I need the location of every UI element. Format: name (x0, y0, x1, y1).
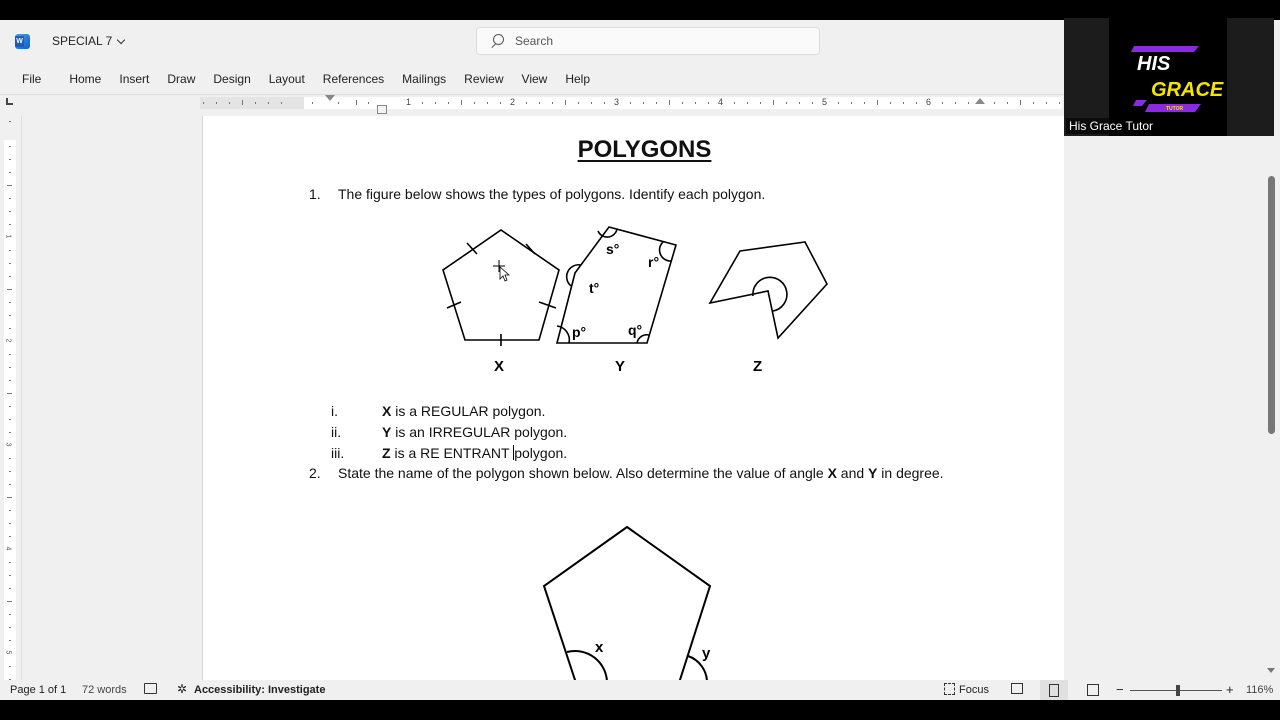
search-box[interactable] (476, 27, 820, 55)
angle-label-y: y (702, 645, 711, 662)
tab-stop-selector-icon[interactable] (6, 98, 13, 105)
angle-label: q° (628, 322, 643, 338)
video-call-overlay[interactable] (1064, 18, 1274, 136)
word-count[interactable]: 72 words (82, 684, 127, 696)
hanging-indent-marker[interactable] (377, 105, 387, 114)
ribbon-tabs (15, 68, 597, 90)
search-icon (489, 33, 505, 49)
tab-file[interactable]: File (22, 72, 42, 86)
zoom-slider-thumb[interactable] (1176, 685, 1180, 696)
document-title: SPECIAL 7 (52, 34, 113, 48)
screen-top-bar (0, 0, 1280, 20)
zoom-in-button[interactable]: + (1226, 682, 1234, 697)
question-number: 2. (309, 465, 321, 481)
zoom-level[interactable]: 116% (1246, 684, 1274, 696)
answer-number: ii. (331, 424, 342, 440)
first-line-indent-marker[interactable] (325, 95, 335, 101)
tab-insert[interactable]: Insert (119, 72, 150, 86)
tab-help[interactable]: Help (565, 72, 591, 86)
angle-label: s° (606, 241, 620, 257)
ruler-number: 3 (614, 97, 620, 107)
proofing-book-icon[interactable] (144, 683, 157, 694)
focus-mode-button[interactable]: Focus (959, 684, 989, 696)
svg-text:GRACE: GRACE (1151, 79, 1224, 101)
tab-review[interactable]: Review (464, 72, 504, 86)
zoom-out-button[interactable]: − (1116, 682, 1124, 697)
tab-home[interactable]: Home (69, 72, 102, 86)
read-mode-icon[interactable] (1011, 683, 1023, 694)
search-placeholder: Search (515, 34, 554, 48)
scroll-down-arrow-icon[interactable] (1267, 668, 1275, 673)
question-number: 1. (309, 186, 321, 202)
tab-layout[interactable]: Layout (268, 72, 305, 86)
tab-view[interactable]: View (521, 72, 548, 86)
document-page[interactable]: POLYGONS 1. The figure below shows the types of polygons. Identify each polygon. s° r° t° p° q° X Y Z i. X is a REGULAR polygon. ii. Y is an IRREGULAR polygon. iii. Z is a RE ENTRANT polygon. 2. State the name of the polygon shown below. Also determine the value of angle X and Y in degree. x y (202, 116, 1064, 680)
accessibility-icon: ✲ (177, 682, 188, 696)
tab-references[interactable]: References (322, 72, 385, 86)
angle-label: t° (589, 280, 600, 296)
chevron-down-icon (117, 35, 125, 43)
ruler-number: 2 (510, 97, 516, 107)
vertical-scrollbar-thumb[interactable] (1268, 176, 1275, 434)
figure-label-z: Z (753, 358, 763, 375)
ruler-number: 1 (4, 234, 12, 239)
ruler-number: 5 (822, 97, 828, 107)
angle-label-x: x (595, 639, 604, 656)
ruler-number: 4 (718, 97, 724, 107)
tab-design[interactable]: Design (213, 72, 251, 86)
document-heading: POLYGONS (577, 136, 712, 163)
ruler-number: 4 (4, 546, 12, 551)
svg-text:TUTOR: TUTOR (1166, 106, 1184, 112)
horizontal-ruler-row (0, 94, 1064, 112)
ruler-number: 1 (406, 97, 412, 107)
print-layout-page-icon (1049, 684, 1059, 697)
mouse-cursor-icon (493, 260, 509, 281)
screen-bottom-bar (0, 700, 1280, 720)
figure-label-x: X (494, 358, 505, 375)
ruler-number: 6 (926, 97, 932, 107)
tab-mailings[interactable]: Mailings (402, 72, 447, 86)
pentagon-angles-figure[interactable] (533, 516, 743, 680)
angle-label: r° (648, 254, 660, 270)
page-count[interactable]: Page 1 of 1 (10, 684, 67, 696)
answer-number: iii. (331, 445, 345, 461)
participant-name: His Grace Tutor (1066, 118, 1156, 134)
question-text: The figure below shows the types of polygons. Identify each polygon. (338, 186, 766, 202)
accessibility-status[interactable]: Accessibility: Investigate (194, 684, 326, 696)
word-app-icon: W (15, 34, 30, 49)
angle-label: p° (572, 324, 587, 340)
ruler-number: 5 (4, 650, 12, 655)
status-bar (0, 680, 1280, 702)
ruler-number: 3 (4, 442, 12, 447)
tab-draw[interactable]: Draw (167, 72, 196, 86)
polygon-types-figure[interactable] (423, 216, 843, 376)
vertical-ruler[interactable] (0, 116, 22, 700)
focus-icon (944, 683, 955, 695)
right-indent-marker[interactable] (975, 98, 985, 104)
answer-number: i. (331, 403, 338, 419)
question-text: State the name of the polygon shown below. Also determine the value of angle X and Y in degree. (338, 465, 944, 481)
document-title-dropdown[interactable] (52, 34, 124, 48)
svg-text:HIS: HIS (1137, 53, 1171, 75)
figure-label-y: Y (615, 358, 626, 375)
ruler-number: 2 (4, 338, 12, 343)
document-canvas (22, 116, 1064, 680)
web-layout-icon[interactable] (1087, 684, 1099, 696)
